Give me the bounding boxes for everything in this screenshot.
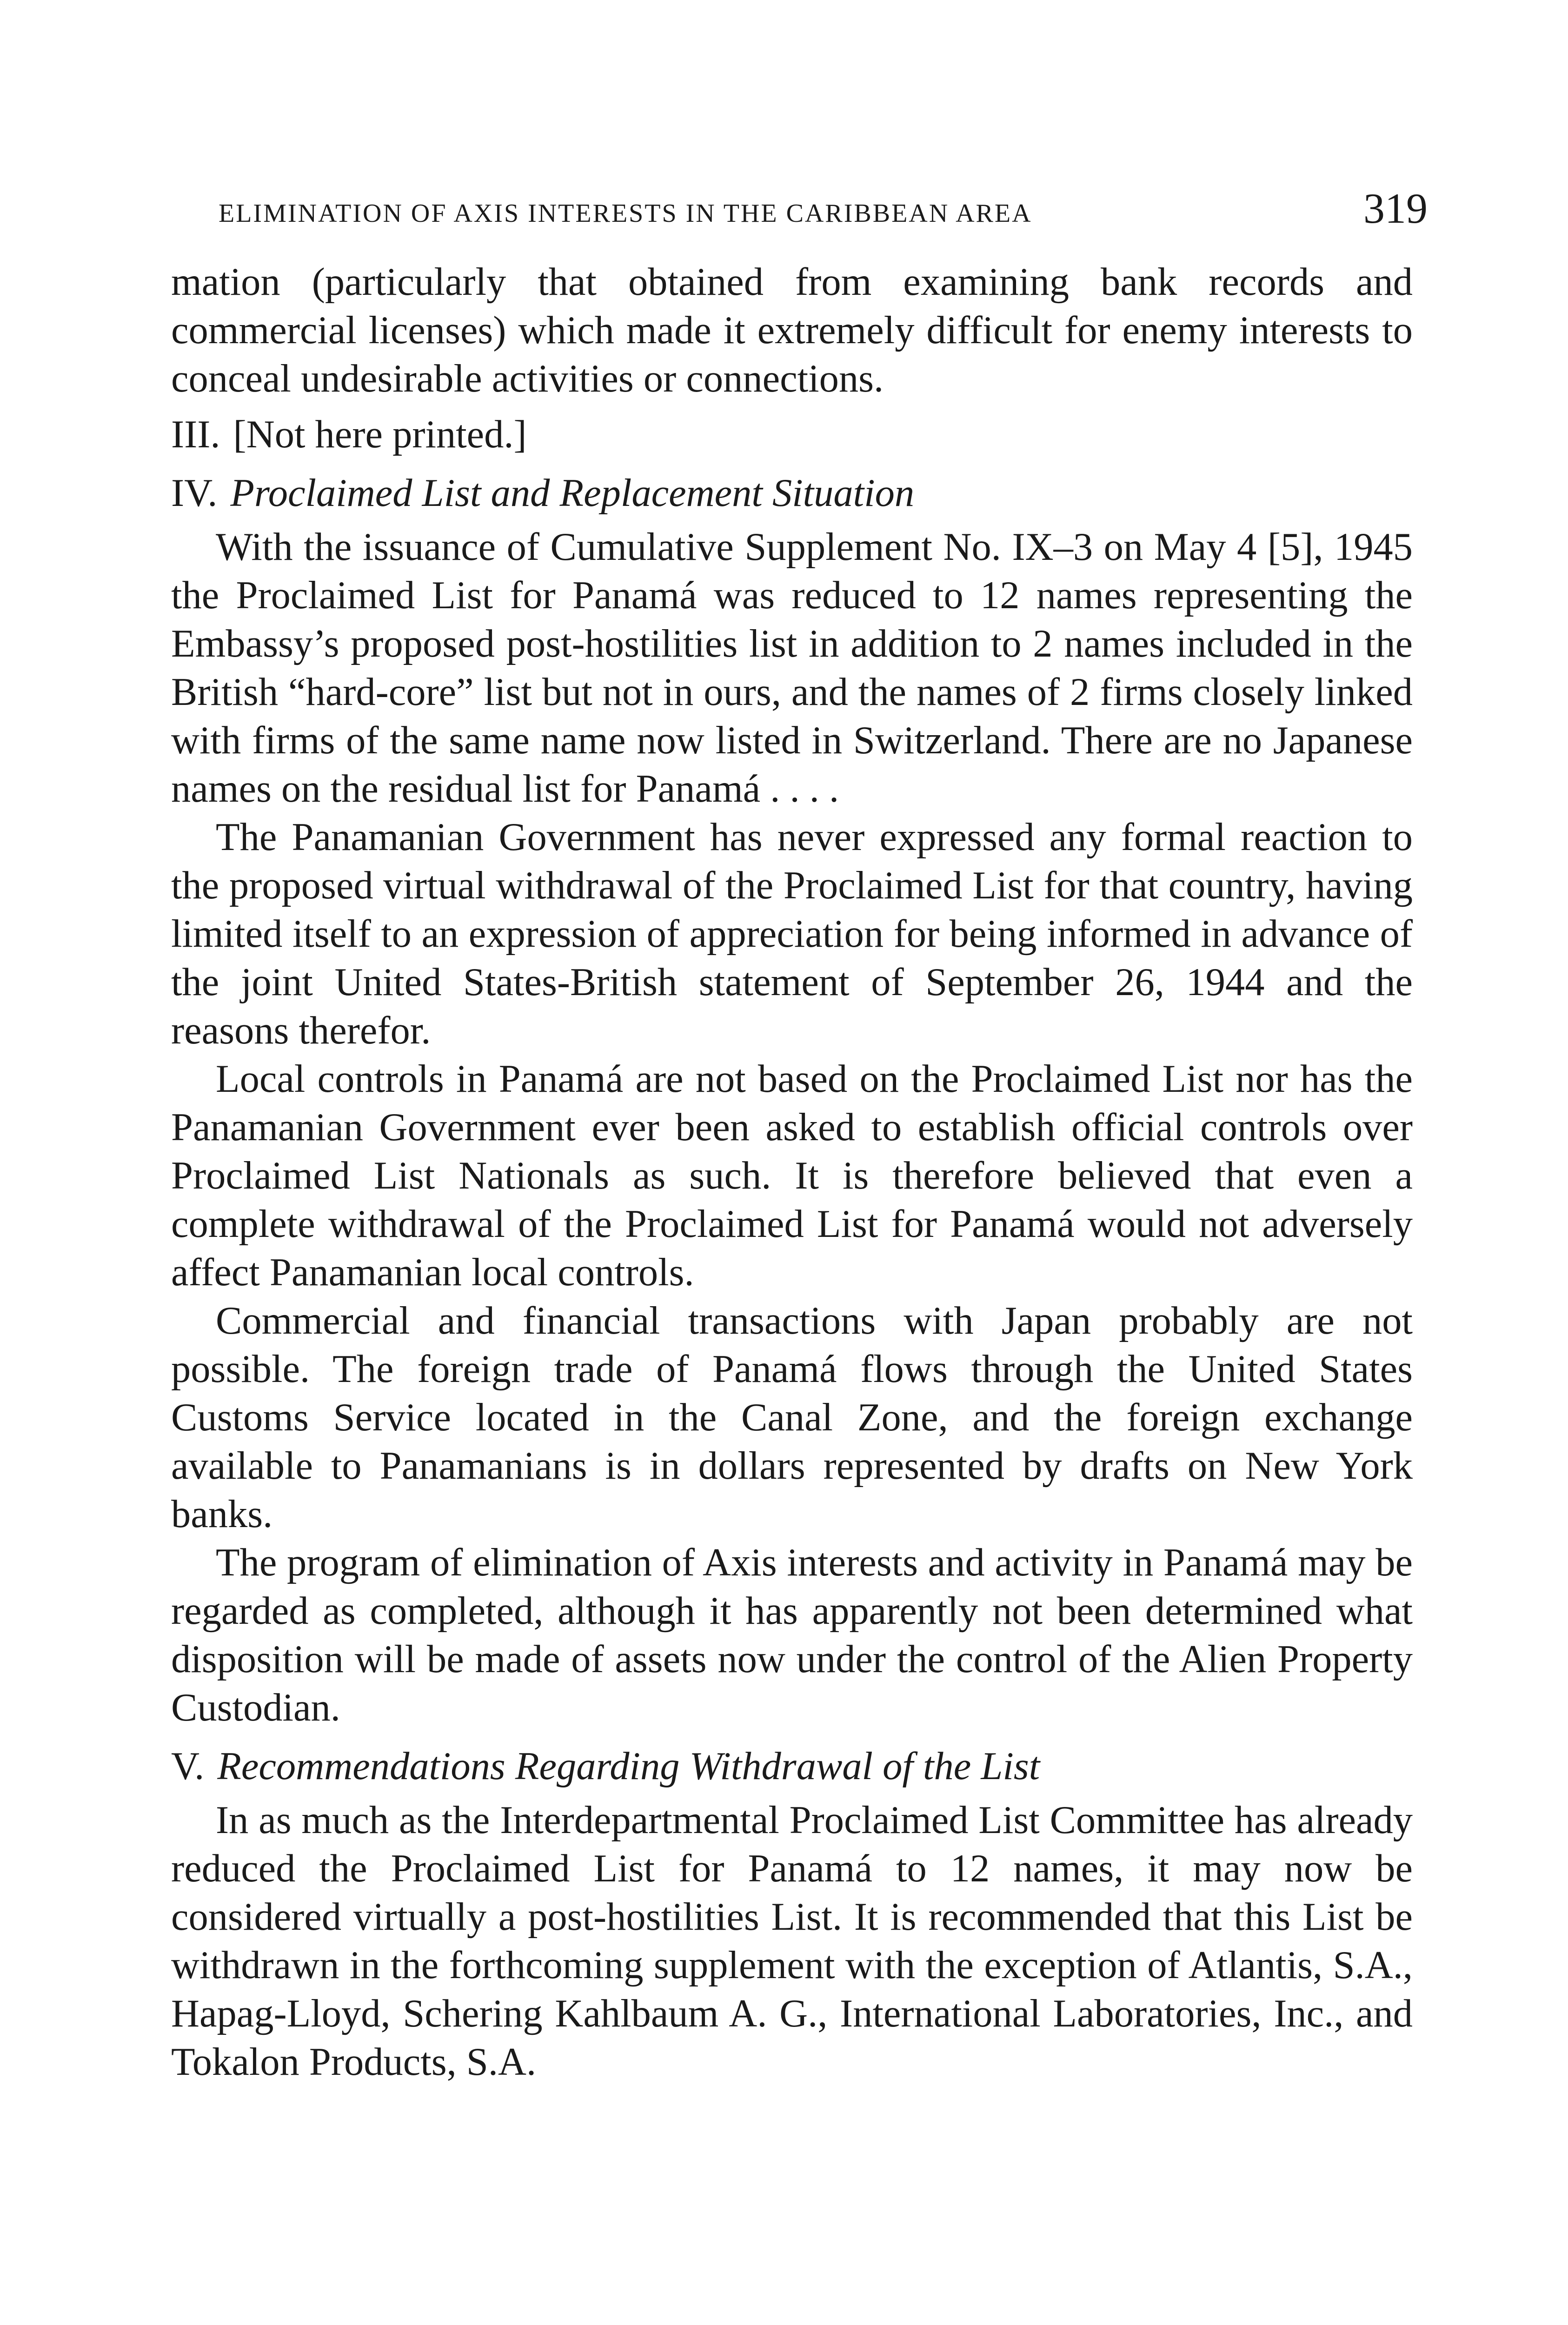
section-heading-iv (171, 469, 1413, 518)
continued-paragraph: mation (particularly that obtained from examining bank records and commercial licenses) which made it extremely difficult for enemy interests to conceal undesirable activities or connections. (171, 260, 1413, 400)
page-number: 319 (1363, 185, 1428, 232)
section-title: Proclaimed List and Replacement Situation (230, 472, 915, 515)
paragraph: With the issuance of Cumulative Supplement No. IX–3 on May 4 [5], 1945 the Proclaimed List for Panamá was reduced to 12 names representing the Embassy’s proposed post-hostilities list in addition to 2 names included in the British “hard-core” list but not in ours, and the names of 2 firms closely linked with firms of the same name now listed in Switzerland. There are no Japanese names on the residual list for Panamá . . . . (171, 525, 1413, 810)
section-heading-v (171, 1742, 1413, 1791)
section-heading-iii (171, 411, 1413, 459)
paragraph: The Panamanian Government has never expressed any formal reaction to the proposed virtual withdrawal of the Proclaimed List for that country, having limited itself to an expression of appreciation for being informed in advance of the joint United States-British statement of September 26, 1944 and the reasons therefor. (171, 816, 1413, 1052)
page-body (171, 258, 1413, 2086)
paragraph: Local controls in Panamá are not based on the Proclaimed List nor has the Panamanian Government ever been asked to establish official controls over Proclaimed List Nationals as such. It is therefore believed that even a complete withdrawal of the Proclaimed List for Panamá would not adversely affect Panamanian local controls. (171, 1057, 1413, 1294)
running-head (200, 184, 1428, 244)
section-numeral: III. (171, 413, 220, 456)
section-title: Recommendations Regarding Withdrawal of the List (217, 1745, 1040, 1788)
section-numeral: V. (171, 1745, 205, 1788)
section-note: [Not here printed.] (233, 413, 527, 456)
paragraph: Commercial and financial transactions with Japan probably are not possible. The foreign trade of Panamá flows through the United States Customs Service located in the Canal Zone, and the foreign exchange available to Panamanians is in dollars represented by drafts on New York banks. (171, 1299, 1413, 1536)
paragraph: In as much as the Interdepartmental Proclaimed List Committee has already reduced the Proclaimed List for Panamá to 12 names, it may now be considered virtually a post-hostilities List. It is recommended that this List be withdrawn in the forthcoming supplement with the exception of Atlantis, S.A., Hapag-Lloyd, Schering Kahlbaum A. G., International Laboratories, Inc., and Tokalon Products, S.A. (171, 1799, 1413, 2084)
paragraph: The program of elimination of Axis interests and activity in Panamá may be regarded as completed, although it has apparently not been determined what disposition will be made of assets now under the control of the Alien Property Custodian. (171, 1541, 1413, 1729)
running-title: ELIMINATION OF AXIS INTERESTS IN THE CARIBBEAN AREA (219, 199, 1032, 228)
section-numeral: IV. (171, 472, 218, 515)
